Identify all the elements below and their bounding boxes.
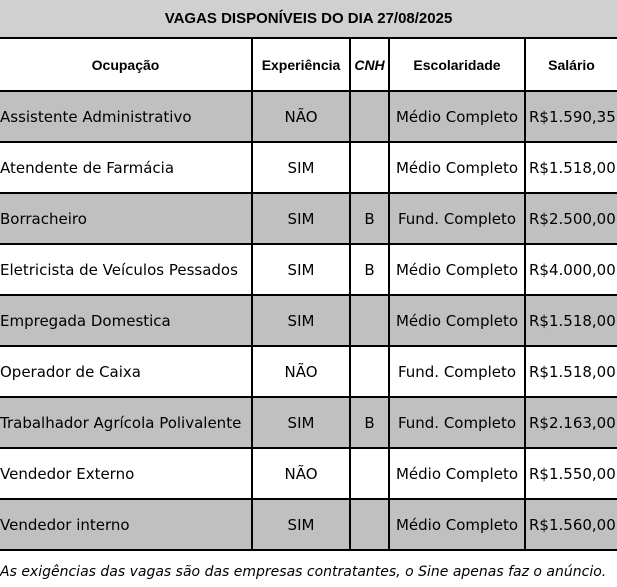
cell-experience: NÃO — [252, 346, 350, 397]
cell-experience: SIM — [252, 295, 350, 346]
cell-cnh: B — [350, 244, 389, 295]
cell-occupation: Borracheiro — [0, 193, 252, 244]
cell-salary: R$1.518,00 — [525, 295, 617, 346]
header-occupation: Ocupação — [0, 39, 252, 91]
cell-occupation: Assistente Administrativo — [0, 91, 252, 142]
cell-cnh — [350, 295, 389, 346]
header-education: Escolaridade — [389, 39, 525, 91]
cell-education: Médio Completo — [389, 244, 525, 295]
cell-cnh — [350, 448, 389, 499]
cell-education: Fund. Completo — [389, 346, 525, 397]
cell-experience: NÃO — [252, 448, 350, 499]
cell-salary: R$2.500,00 — [525, 193, 617, 244]
cell-cnh — [350, 142, 389, 193]
cell-salary: R$1.518,00 — [525, 142, 617, 193]
cell-experience: NÃO — [252, 91, 350, 142]
cell-experience: SIM — [252, 193, 350, 244]
cell-education: Médio Completo — [389, 295, 525, 346]
table-row — [0, 142, 617, 193]
table-row — [0, 295, 617, 346]
header-salary: Salário — [525, 39, 617, 91]
table-row — [0, 397, 617, 448]
table-row — [0, 244, 617, 295]
footnote: As exigências das vagas são das empresas contratantes, o Sine apenas faz o anúncio. — [0, 564, 607, 580]
cell-cnh: B — [350, 397, 389, 448]
page-title: VAGAS DISPONÍVEIS DO DIA 27/08/2025 — [0, 0, 617, 39]
cell-cnh: B — [350, 193, 389, 244]
cell-experience: SIM — [252, 142, 350, 193]
cell-experience: SIM — [252, 244, 350, 295]
cell-experience: SIM — [252, 499, 350, 550]
cell-occupation: Vendedor interno — [0, 499, 252, 550]
cell-salary: R$1.518,00 — [525, 346, 617, 397]
cell-experience: SIM — [252, 397, 350, 448]
table-header-row — [0, 39, 617, 91]
cell-occupation: Empregada Domestica — [0, 295, 252, 346]
cell-salary: R$4.000,00 — [525, 244, 617, 295]
table-row — [0, 346, 617, 397]
cell-education: Médio Completo — [389, 142, 525, 193]
table-row — [0, 499, 617, 550]
header-cnh: CNH — [350, 39, 389, 91]
cell-education: Médio Completo — [389, 448, 525, 499]
cell-salary: R$1.560,00 — [525, 499, 617, 550]
cell-education: Médio Completo — [389, 91, 525, 142]
cell-education: Médio Completo — [389, 499, 525, 550]
table-row — [0, 193, 617, 244]
header-experience: Experiência — [252, 39, 350, 91]
cell-salary: R$2.163,00 — [525, 397, 617, 448]
cell-occupation: Atendente de Farmácia — [0, 142, 252, 193]
table-row — [0, 91, 617, 142]
cell-cnh — [350, 346, 389, 397]
cell-cnh — [350, 499, 389, 550]
cell-salary: R$1.550,00 — [525, 448, 617, 499]
cell-education: Fund. Completo — [389, 397, 525, 448]
cell-occupation: Trabalhador Agrícola Polivalente — [0, 397, 252, 448]
cell-occupation: Eletricista de Veículos Pessados — [0, 244, 252, 295]
cell-salary: R$1.590,35 — [525, 91, 617, 142]
vacancies-table — [0, 39, 617, 551]
cell-education: Fund. Completo — [389, 193, 525, 244]
cell-occupation: Vendedor Externo — [0, 448, 252, 499]
table-row — [0, 448, 617, 499]
cell-cnh — [350, 91, 389, 142]
cell-occupation: Operador de Caixa — [0, 346, 252, 397]
